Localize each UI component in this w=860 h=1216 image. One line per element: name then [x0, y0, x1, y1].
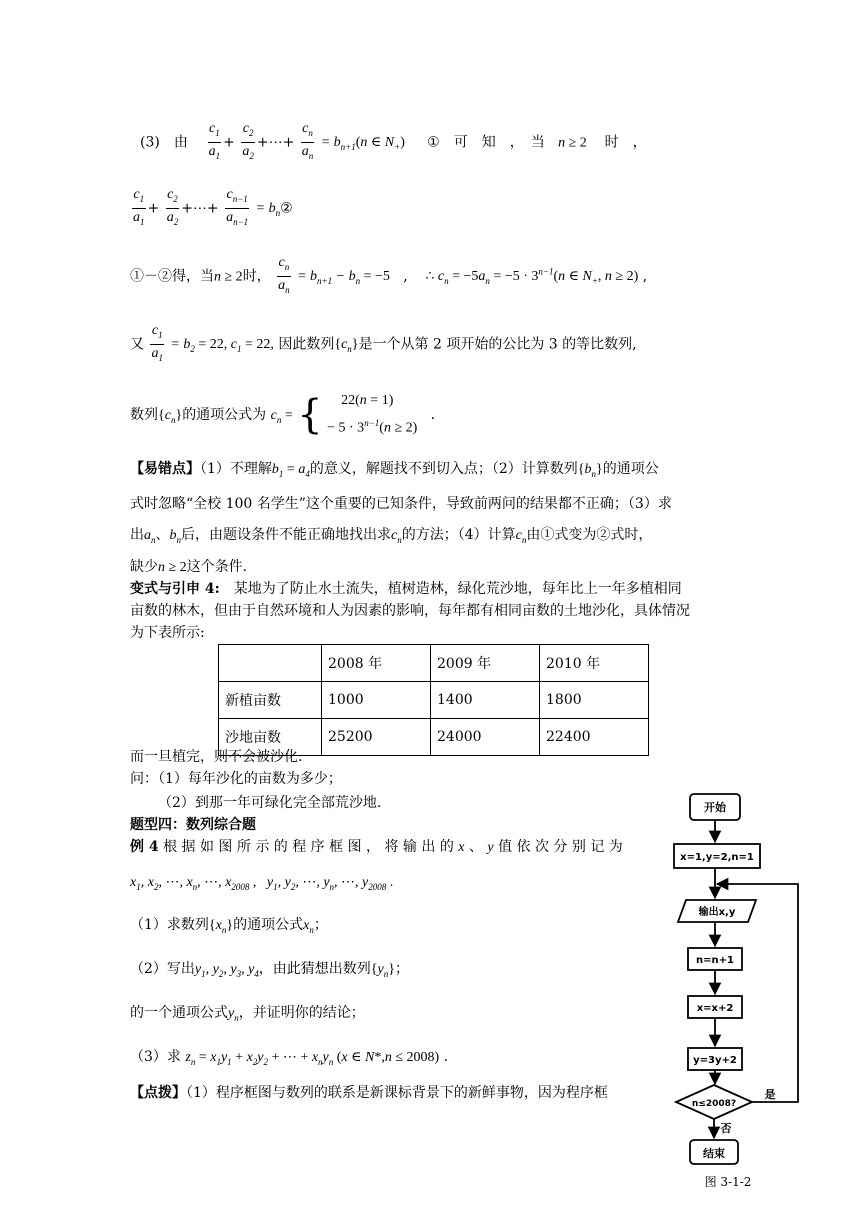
table-row: 新植亩数 1000 1400 1800 [219, 682, 649, 719]
variant-line-3: 为下表所示: [130, 625, 205, 641]
mistake-line-3: 出$a_n$、$b_n$后，由题设条件不能正确地找出求$c_n$的方法；（4）计算$c_n$由①式变为②式时， [130, 527, 653, 545]
formula-line-2: $\frac{c_1}{a_1}$ + $\frac{c_2}{a_2}$ +⋯+ $\frac{c_{n-1}}{a_{n-1}}$ = $b_n②$ [133, 187, 293, 227]
program-flowchart [640, 780, 820, 1200]
flow-init: x=1,y=2,n=1 [680, 852, 754, 863]
formula-line-3: ①－②得，当n ≥ 2时， $\frac{c_n}{a_n}$ = $b_{n+1} - b_n = -5$ , ∴ $c_n = -5a_n = -5 \cdot 3^{n-1}(n$ ∈ $N_+$, n ≥ 2) , [130, 255, 648, 295]
variant-line-2: 亩数的林木，但由于自然环境和人为因素的影响，每年都有相同亩数的土地沙化，具体情况 [130, 603, 690, 619]
question-1: （1）求数列$\{x_n\}$的通项公式$x_n$； [130, 917, 328, 935]
mistake-line-1: 【易错点】（1）不理解$b_1 = a_4$的意义，解题找不到切入点；（2）计算数列$\{b_n\}$的通项公 [130, 461, 659, 479]
formula-line-5: 数列$\{c_n\}$的通项公式为 $c_n$ = { 22(n = 1) − $5 \cdot 3^{n-1}(n \ge 2)$ . [130, 391, 436, 438]
flow-step-y: y=3y+2 [693, 1055, 737, 1066]
after-line-2: 问：（1）每年沙化的亩数为多少； [130, 771, 342, 787]
flow-yes: 是 [764, 1088, 776, 1101]
figure-caption: 图 3-1-2 [704, 1175, 752, 1189]
flow-step-x: x=x+2 [696, 1003, 734, 1014]
table-row: 2008 年 2009 年 2010 年 [219, 645, 649, 682]
question-2: （2）写出$y_1$, $y_2$, $y_3$, $y_4$，由此猜想出数列$\{y_n\}$； [130, 961, 409, 979]
example-line-1: 例 4 根 据 如 图 所 示 的 程 序 框 图 ， 将 输 出 的 x 、 y 值 依 次 分 别 记 为 [130, 839, 623, 855]
variant-line-1: 变式与引申 4: 某地为了防止水土流失，植树造林，绿化荒沙地，每年比上一年多植相同 [130, 581, 682, 597]
mistake-line-4: 缺少n ≥ 2这个条件. [130, 559, 248, 575]
flow-step-n: n=n+1 [696, 955, 734, 966]
example-line-2: $x_1$, $x_2$, ⋯, $x_n$, ⋯, $x_{2008}$ , $y_1$, $y_2$, ⋯, $y_n$, ⋯, $y_{2008}$ . [130, 875, 394, 892]
flow-output: 输出x,y [698, 907, 736, 918]
sand-table [218, 644, 649, 756]
after-line-1: 而一旦植完，则不会被沙化. [130, 749, 303, 765]
question-3: （3）求 $z_n = x_1y_1 + x_2y_2$ + ⋯ + $x_ny_n$ (x ∈ N*,n ≤ 2008) . [130, 1049, 449, 1067]
flow-condition: n≤2008? [691, 1099, 737, 1109]
flow-end: 结束 [703, 1147, 725, 1160]
table-row: 沙地亩数 25200 24000 22400 [219, 719, 649, 756]
question-2-cont: 的一个通项公式$y_n$，并证明你的结论； [130, 1005, 365, 1023]
flow-no: 否 [720, 1122, 732, 1135]
section-title: 题型四：数列综合题 [130, 817, 256, 833]
after-line-3: （2）到那一年可绿化完全部荒沙地. [158, 795, 382, 811]
mistake-line-2: 式时忽略“全校 100 名学生”这个重要的已知条件，导致前两问的结果都不正确；（3）求 [130, 496, 672, 512]
formula-line-1: (3) 由 $\frac{c_1}{a_1}$ + $\frac{c_2}{a_2}$ +⋯+ $\frac{c_n}{a_n}$ = $b_{n+1}(n$ ∈ $N_+$) ① 可 知 ， 当 n ≥ 2 时 ， [140, 121, 647, 161]
formula-line-4: 又 $\frac{c_1}{a_1}$ = $b_2 = 22$, $c_1 = 22$, 因此数列$\{c_n\}$是一个从第 2 项开始的公比为 3 的等比数列, [130, 323, 637, 363]
flow-start: 开始 [704, 801, 726, 814]
hint-line: 【点拨】（1）程序框图与数列的联系是新课标背景下的新鲜事物，因为程序框 [130, 1085, 608, 1101]
